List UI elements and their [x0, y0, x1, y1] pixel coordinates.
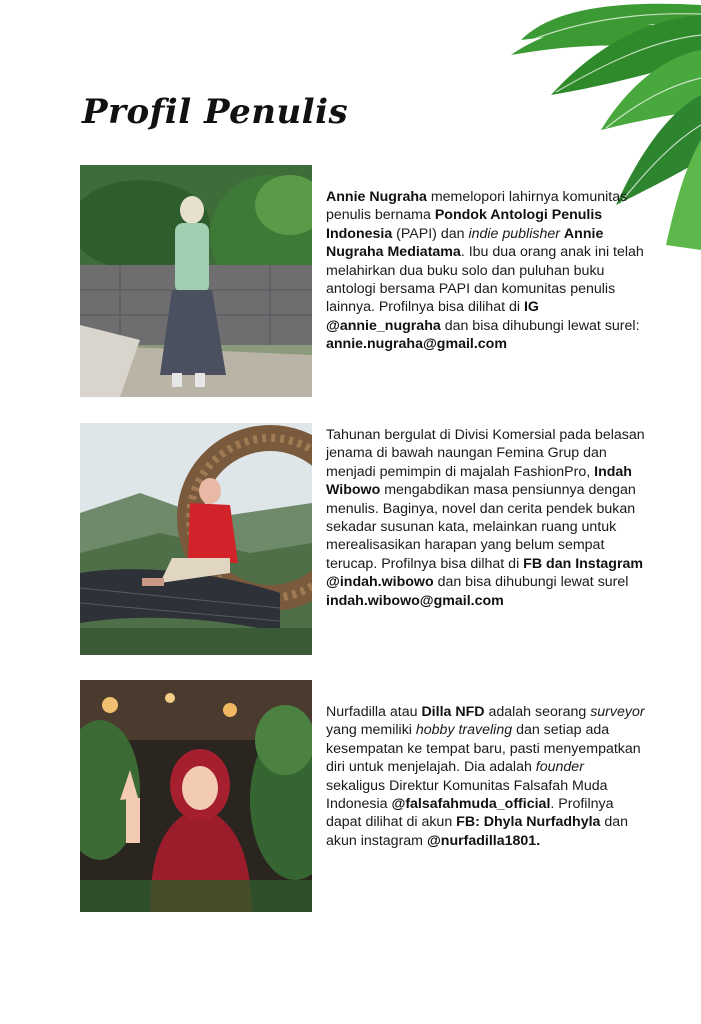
bio-text-run: FB dan Instagram @indah.wibowo — [326, 555, 643, 591]
bio-text-run: Tahunan bergulat di Divisi Komersial pada belasan jenama di bawah naungan Femina Grup dan menjadi pemimpin di majalah FashionPro, — [326, 427, 645, 480]
bio-text-run: dan bisa dihubungi lewat surel — [433, 574, 629, 591]
bio-text-run: dan bisa dihubungi lewat surel: — [440, 317, 640, 334]
bio-text-run: yang memiliki — [326, 722, 416, 739]
bio-text-run: Dilla NFD — [421, 704, 485, 720]
bio-text-run: (PAPI) dan — [392, 225, 469, 242]
author-photo-dilla — [80, 680, 312, 912]
bio-text-run: Nurfadilla atau — [326, 704, 422, 720]
author-photo-annie — [80, 165, 312, 397]
bio-text-run: dan akun instagram — [326, 814, 629, 849]
author-bio-indah — [326, 426, 646, 610]
bio-text-run: @nurfadilla1801. — [426, 832, 541, 849]
bio-text-run: IG @annie_nugraha — [326, 299, 539, 334]
bio-text-run: @falsafahmuda_official — [391, 796, 551, 813]
bio-text-run: Pondok Antologi Penulis Indonesia — [326, 207, 603, 242]
bio-text-run: hobby traveling — [415, 722, 513, 739]
bio-text-run: adalah seorang — [484, 704, 591, 720]
author-bio-dilla — [326, 703, 646, 850]
bio-text-run: . Ibu dua orang anak ini telah melahirkan dua buku solo dan puluhan buku antologi bersama PAPI dan komunitas penulis lainnya. Profilnya bisa dilihat di — [326, 244, 644, 316]
bio-text-run: Annie Nugraha Mediatama — [326, 225, 604, 261]
bio-text-run: indie publisher — [468, 225, 560, 242]
bio-text-run: Indah Wibowo — [326, 463, 632, 499]
author-bio-annie — [326, 188, 646, 354]
bio-text-run: . Profilnya dapat dilihat di akun — [326, 796, 614, 831]
bio-text-run: surveyor — [590, 704, 645, 720]
bio-text-run: indah.wibowo@gmail.com — [326, 592, 504, 609]
bio-text-run: FB: Dhyla Nurfadhyla — [456, 814, 601, 831]
bio-text-run: Annie Nugraha — [326, 189, 427, 205]
bio-text-run: mengabdikan masa pensiunnya dengan menulis. Baginya, novel dan cerita pendek bukan sekadar susunan kata, melainkan ruang untuk merealisasikan harapan yang belum sempat terucap. Profilnya bisa dilhat di — [326, 482, 636, 572]
page-title: Profil Penulis — [82, 92, 349, 132]
author-photo-indah — [80, 423, 312, 655]
bio-text-run: annie.nugraha@gmail.com — [326, 336, 507, 353]
bio-text-run: sekaligus Direktur Komunitas Falsafah Muda Indonesia — [326, 777, 608, 813]
bio-text-run: dan setiap ada kesempatan ke tempat baru, pasti menyempatkan diri untuk menjelajah. Dia adalah — [326, 722, 641, 776]
bio-text-run: founder — [535, 759, 584, 776]
bio-text-run: memelopori lahirnya komunitas penulis bernama — [326, 189, 628, 224]
